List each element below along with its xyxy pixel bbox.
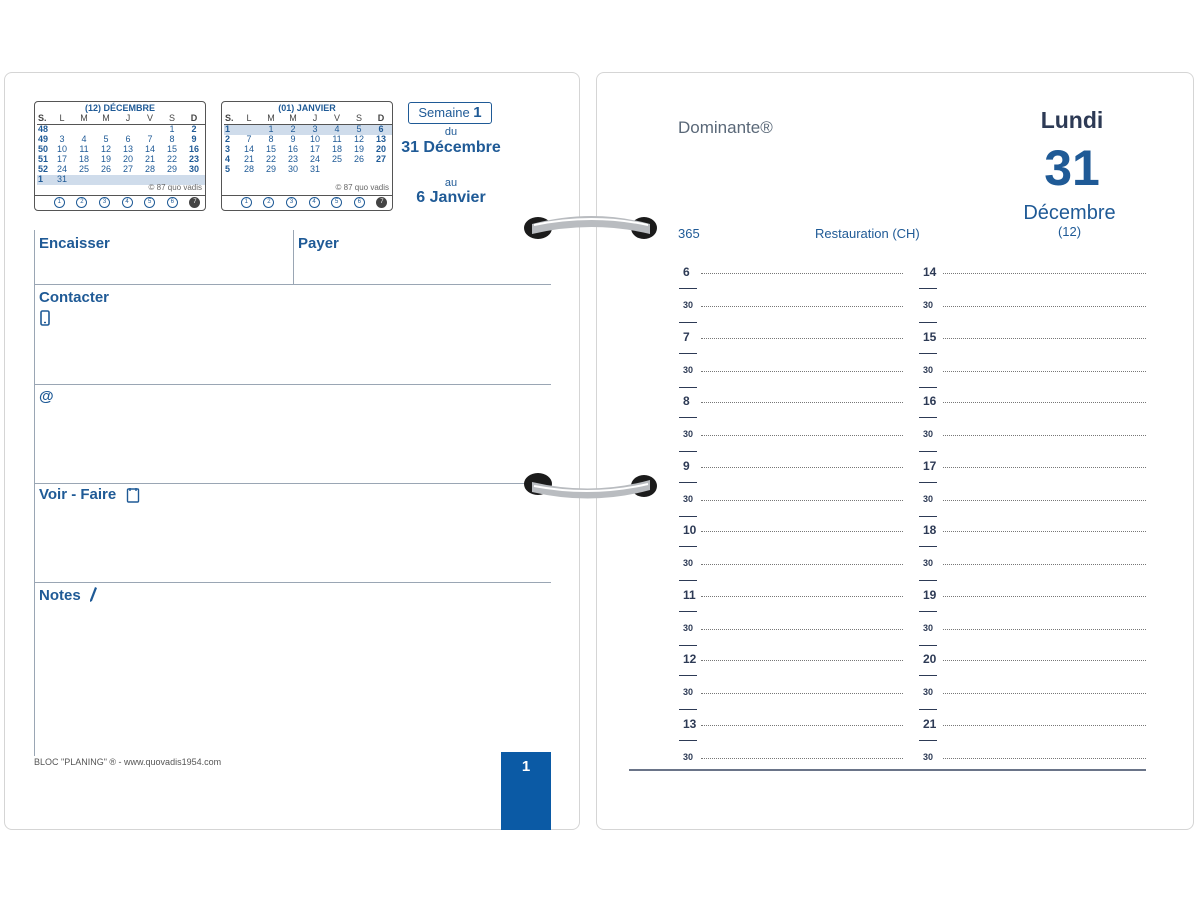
day-cell: 19 xyxy=(100,154,111,165)
hour-label: 8 xyxy=(683,394,690,408)
day-cell: 10 xyxy=(309,134,320,145)
divider xyxy=(222,195,392,196)
day-cell: 17 xyxy=(309,144,320,155)
hour-label: 11 xyxy=(683,587,696,602)
time-slot-line[interactable] xyxy=(701,338,903,339)
day-cell: 6 xyxy=(370,125,392,136)
time-slot-line[interactable] xyxy=(943,371,1146,372)
day-circle: 2 xyxy=(263,197,274,208)
day-circle: 7 xyxy=(189,197,200,208)
mini-calendar-title: (12) DÉCEMBRE xyxy=(84,103,155,113)
left-page xyxy=(4,72,580,830)
weekday-header: L xyxy=(51,114,73,125)
day-cell: 25 xyxy=(78,164,89,175)
hour-label: 18 xyxy=(923,523,937,537)
time-slot-line[interactable] xyxy=(701,531,903,532)
weekday-header: S xyxy=(161,114,183,125)
hour-label: 19 xyxy=(923,587,937,602)
day-cell: 23 xyxy=(188,154,199,165)
time-slot-line[interactable] xyxy=(701,758,903,759)
day-circle: 7 xyxy=(376,197,387,208)
day-cell: 16 xyxy=(188,144,199,155)
day-cell: 14 xyxy=(243,144,254,155)
day-cell: 24 xyxy=(56,164,67,175)
day-cell: 2 xyxy=(282,125,304,136)
time-slot-line[interactable] xyxy=(701,660,903,661)
tick-mark xyxy=(919,580,937,581)
day-cell: 26 xyxy=(353,154,364,165)
day-circle: 6 xyxy=(354,197,365,208)
day-cell: 4 xyxy=(81,134,87,145)
tick-mark xyxy=(919,322,937,323)
weekday-header: V xyxy=(326,114,348,125)
section-payer: Payer xyxy=(298,235,339,252)
divider xyxy=(34,284,551,285)
binder-ring-bottom xyxy=(522,466,662,511)
day-cell: 8 xyxy=(169,134,175,145)
half-hour-label: 30 xyxy=(923,300,934,310)
half-hour-label: 30 xyxy=(683,751,694,762)
day-name: Lundi xyxy=(1040,107,1104,133)
divider xyxy=(34,582,551,583)
day-cell: 12 xyxy=(353,134,364,145)
day-cell: 9 xyxy=(191,134,197,145)
day-cell: 11 xyxy=(79,144,89,155)
weekday-header: D xyxy=(370,114,392,125)
hour-label: 14 xyxy=(923,265,937,279)
weekday-header: M xyxy=(260,114,282,125)
pencil-icon xyxy=(88,586,98,609)
tick-mark xyxy=(919,709,937,710)
week-to-date: 6 Janvier xyxy=(416,189,486,206)
day-circles xyxy=(235,197,393,208)
half-hour-label: 30 xyxy=(923,429,934,439)
week-number-cell: 2 xyxy=(225,134,231,145)
week-number-cell: 52 xyxy=(38,164,49,175)
day-cell: 13 xyxy=(122,144,133,155)
day-cell xyxy=(348,165,370,175)
tick-mark xyxy=(679,387,697,388)
brand-name: Dominante® xyxy=(678,118,773,137)
day-cell xyxy=(117,175,139,185)
tick-mark xyxy=(919,740,937,741)
day-cell: 5 xyxy=(103,134,109,145)
divider xyxy=(34,483,551,484)
time-slot-line[interactable] xyxy=(701,693,903,694)
mini-calendar-grid xyxy=(37,114,205,185)
day-cell: 31 xyxy=(309,164,320,175)
time-slot-line[interactable] xyxy=(943,338,1146,339)
hour-label: 13 xyxy=(683,716,697,731)
tick-mark xyxy=(919,387,937,388)
day-of-year: 365 xyxy=(678,226,700,241)
week-box xyxy=(401,101,501,211)
time-slot-line[interactable] xyxy=(943,500,1146,501)
tick-mark xyxy=(919,516,937,517)
time-slot-line[interactable] xyxy=(701,273,903,274)
week-au: au xyxy=(444,177,458,189)
section-contacter: Contacter xyxy=(39,289,110,306)
phone-icon xyxy=(40,310,50,331)
time-slot-line[interactable] xyxy=(943,306,1146,307)
day-cell: 20 xyxy=(122,154,133,165)
day-cell: 28 xyxy=(144,164,155,175)
tick-mark xyxy=(919,611,937,612)
divider xyxy=(34,284,35,384)
divider xyxy=(34,384,551,385)
week-number-cell: 50 xyxy=(38,144,49,155)
section-encaisser: Encaisser xyxy=(39,235,110,252)
weekday-header: L xyxy=(238,114,260,125)
half-hour-label: 30 xyxy=(923,493,934,504)
time-slot-line[interactable] xyxy=(943,467,1146,468)
day-cell: 19 xyxy=(353,144,364,155)
holiday-label: Restauration (CH) xyxy=(815,226,920,241)
day-cell: 22 xyxy=(265,154,276,165)
day-cell: 28 xyxy=(243,164,254,175)
tick-mark xyxy=(679,516,697,517)
notepad-icon xyxy=(126,487,140,508)
day-circles xyxy=(48,197,206,208)
weekday-header: M xyxy=(95,114,117,125)
hour-label: 21 xyxy=(923,716,937,731)
weekday-header: S. xyxy=(37,114,51,125)
day-cell: 20 xyxy=(375,144,386,155)
week-number-cell: 1 xyxy=(224,125,238,136)
day-number: 31 xyxy=(1044,140,1100,196)
tick-mark xyxy=(679,740,697,741)
day-cell xyxy=(326,165,348,175)
day-cell xyxy=(370,165,392,175)
half-hour-label: 30 xyxy=(923,751,934,762)
day-cell: 6 xyxy=(125,134,131,145)
divider xyxy=(35,195,205,196)
half-hour-label: 30 xyxy=(683,687,694,697)
day-cell: 25 xyxy=(331,154,342,165)
divider xyxy=(34,582,35,756)
half-hour-label: 30 xyxy=(923,558,934,568)
day-cell: 7 xyxy=(147,134,153,145)
mini-calendar-copyright: © 87 quo vadis xyxy=(335,183,389,192)
time-slot-line[interactable] xyxy=(943,629,1146,630)
binder-ring-top xyxy=(522,208,662,253)
hour-label: 7 xyxy=(683,329,690,344)
hour-label: 16 xyxy=(923,394,937,408)
day-cell: 22 xyxy=(166,154,177,165)
day-cell: 18 xyxy=(331,144,342,155)
weekday-header: M xyxy=(73,114,95,125)
mini-calendar-january xyxy=(221,101,393,211)
day-cell: 13 xyxy=(375,134,386,145)
hour-label: 20 xyxy=(923,652,937,666)
day-cell: 16 xyxy=(287,144,298,155)
day-cell: 18 xyxy=(78,154,89,165)
weekday-header: D xyxy=(183,114,205,125)
day-cell: 30 xyxy=(188,164,199,175)
day-cell: 27 xyxy=(375,154,386,165)
day-cell: 12 xyxy=(100,144,111,155)
week-number-cell: 49 xyxy=(38,134,49,145)
day-cell: 2 xyxy=(191,124,197,135)
tick-mark xyxy=(679,675,697,676)
time-slot-line[interactable] xyxy=(943,531,1146,532)
day-cell: 29 xyxy=(265,164,276,175)
day-circle: 4 xyxy=(309,197,320,208)
day-circle: 4 xyxy=(122,197,133,208)
week-number-cell: 3 xyxy=(225,144,231,155)
mini-calendar-title: (01) JANVIER xyxy=(278,103,336,113)
day-circle: 1 xyxy=(54,197,65,208)
tick-mark xyxy=(679,611,697,612)
page-number: 1 xyxy=(521,758,531,775)
time-slot-line[interactable] xyxy=(943,660,1146,661)
day-cell: 7 xyxy=(246,134,252,145)
section-voir-faire: Voir - Faire xyxy=(39,486,117,503)
day-cell: 24 xyxy=(309,154,320,165)
mini-calendar-grid xyxy=(224,114,392,175)
day-circle: 5 xyxy=(331,197,342,208)
tick-mark xyxy=(919,546,937,547)
tick-mark xyxy=(679,451,697,452)
week-number-cell: 4 xyxy=(225,154,231,165)
half-hour-label: 30 xyxy=(683,622,694,633)
week-label: Semaine xyxy=(418,105,470,120)
day-cell: 27 xyxy=(122,164,133,175)
tick-mark xyxy=(679,353,697,354)
tick-mark xyxy=(919,353,937,354)
day-cell: 3 xyxy=(304,125,326,136)
half-hour-label: 30 xyxy=(923,622,934,633)
half-hour-label: 30 xyxy=(683,558,694,568)
hour-label: 6 xyxy=(683,265,690,279)
month-name: Décembre xyxy=(1023,202,1116,224)
tick-mark xyxy=(679,482,697,483)
day-cell: 1 xyxy=(169,124,175,135)
time-slot-line[interactable] xyxy=(701,467,903,468)
day-cell: 26 xyxy=(100,164,111,175)
weekday-header: S xyxy=(348,114,370,125)
footer-text: BLOC "PLANING" ® - www.quovadis1954.com xyxy=(34,757,222,767)
time-slot-line[interactable] xyxy=(943,402,1146,403)
day-cell: 29 xyxy=(166,164,177,175)
time-slot-line[interactable] xyxy=(701,725,903,726)
half-hour-label: 30 xyxy=(683,300,694,310)
week-number-cell: 5 xyxy=(225,164,231,175)
day-cell: 11 xyxy=(332,134,342,145)
time-slot-line[interactable] xyxy=(701,402,903,403)
day-cell: 23 xyxy=(287,154,298,165)
divider xyxy=(293,230,294,284)
divider xyxy=(34,384,35,483)
tick-mark xyxy=(679,417,697,418)
half-hour-label: 30 xyxy=(683,493,694,504)
time-slot-line[interactable] xyxy=(701,435,903,436)
time-slot-line[interactable] xyxy=(701,306,903,307)
tick-mark xyxy=(919,645,937,646)
day-cell: 3 xyxy=(59,134,65,145)
day-circle: 5 xyxy=(144,197,155,208)
day-cell: 10 xyxy=(56,144,67,155)
half-hour-label: 30 xyxy=(683,364,694,375)
half-hour-label: 30 xyxy=(923,364,934,375)
day-cell xyxy=(73,175,95,185)
hour-label: 12 xyxy=(683,652,697,666)
tick-mark xyxy=(679,709,697,710)
week-number-cell: 1 xyxy=(37,175,51,185)
time-slot-line[interactable] xyxy=(943,435,1146,436)
week-from-date: 31 Décembre xyxy=(401,139,501,156)
day-cell: 14 xyxy=(144,144,155,155)
tick-mark xyxy=(919,417,937,418)
hour-label: 10 xyxy=(683,523,697,537)
half-hour-label: 30 xyxy=(923,687,934,697)
day-cell: 15 xyxy=(166,144,177,155)
day-cell: 31 xyxy=(51,175,73,185)
day-cell xyxy=(95,175,117,185)
page-number-tab xyxy=(501,752,551,830)
divider xyxy=(34,483,35,582)
tick-mark xyxy=(919,675,937,676)
weekday-header: J xyxy=(117,114,139,125)
day-cell: 8 xyxy=(268,134,274,145)
tick-mark xyxy=(679,546,697,547)
week-label-box xyxy=(408,102,492,124)
right-page xyxy=(596,72,1194,830)
tick-mark xyxy=(679,645,697,646)
tick-mark xyxy=(679,580,697,581)
tick-mark xyxy=(919,482,937,483)
tick-mark xyxy=(919,451,937,452)
tick-mark xyxy=(679,288,697,289)
weekday-header: V xyxy=(139,114,161,125)
day-cell: 5 xyxy=(348,125,370,136)
time-slot-line[interactable] xyxy=(701,596,903,597)
section-email: @ xyxy=(39,388,54,405)
section-notes: Notes xyxy=(39,587,81,604)
day-cell: 17 xyxy=(56,154,67,165)
time-slot-line[interactable] xyxy=(701,371,903,372)
day-cell: 1 xyxy=(260,125,282,136)
half-hour-label: 30 xyxy=(683,429,694,439)
tick-mark xyxy=(679,322,697,323)
day-cell: 21 xyxy=(144,154,155,165)
day-cell: 21 xyxy=(243,154,254,165)
day-cell: 4 xyxy=(326,125,348,136)
divider xyxy=(34,230,35,284)
weekday-header: J xyxy=(304,114,326,125)
day-circle: 3 xyxy=(286,197,297,208)
day-circle: 1 xyxy=(241,197,252,208)
day-circle: 6 xyxy=(167,197,178,208)
week-number-cell: 51 xyxy=(38,154,49,165)
week-number-cell: 48 xyxy=(38,124,49,135)
time-slot-line[interactable] xyxy=(943,273,1146,274)
schedule-bottom-line xyxy=(629,769,1146,771)
time-slot-line[interactable] xyxy=(701,500,903,501)
time-slot-line[interactable] xyxy=(943,564,1146,565)
day-cell: 9 xyxy=(290,134,296,145)
day-cell: 30 xyxy=(287,164,298,175)
mini-calendar-copyright: © 87 quo vadis xyxy=(148,183,202,192)
time-slot-line[interactable] xyxy=(943,596,1146,597)
time-slot-line[interactable] xyxy=(943,758,1146,759)
hour-label: 15 xyxy=(923,329,937,344)
mini-calendar-december xyxy=(34,101,206,211)
month-number: (12) xyxy=(1057,224,1082,239)
day-cell: 15 xyxy=(265,144,276,155)
time-slot-line[interactable] xyxy=(701,629,903,630)
hour-label: 17 xyxy=(923,458,937,473)
hour-label: 9 xyxy=(683,458,690,473)
weekday-header: M xyxy=(282,114,304,125)
tick-mark xyxy=(919,288,937,289)
time-slot-line[interactable] xyxy=(701,564,903,565)
day-circle: 2 xyxy=(76,197,87,208)
week-number: 1 xyxy=(473,104,482,121)
week-du: du xyxy=(444,126,458,138)
time-slot-line[interactable] xyxy=(943,693,1146,694)
day-circle: 3 xyxy=(99,197,110,208)
weekday-header: S. xyxy=(224,114,238,125)
time-slot-line[interactable] xyxy=(943,725,1146,726)
